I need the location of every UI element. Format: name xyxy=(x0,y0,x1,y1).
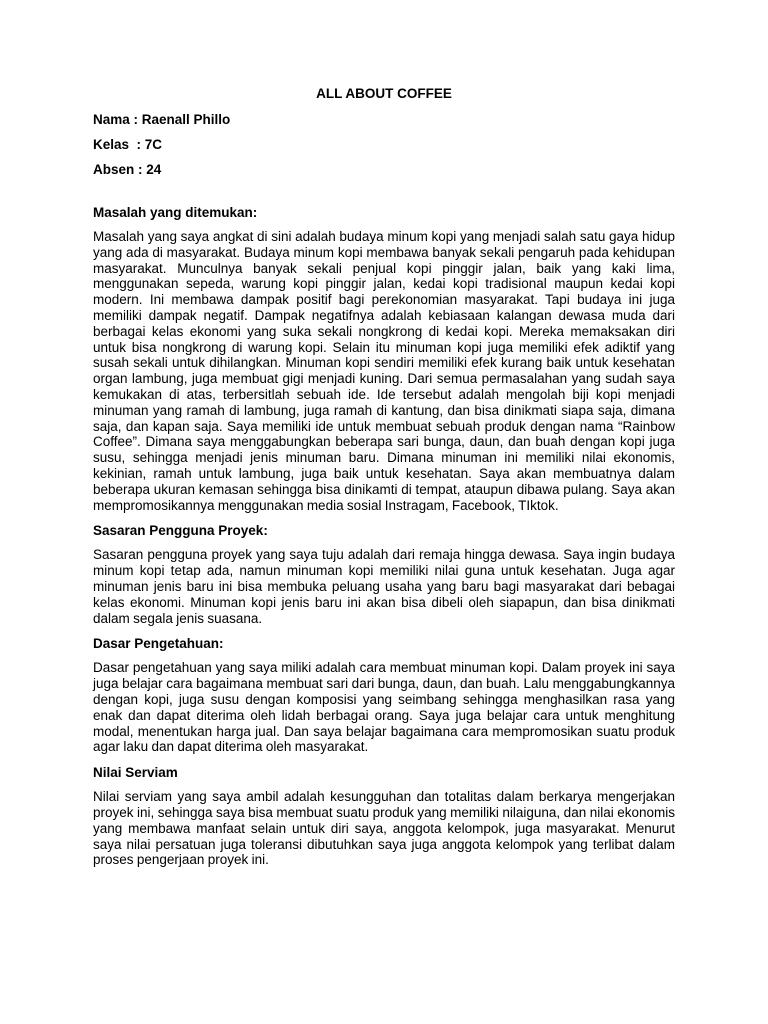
section-body-masalah: Masalah yang saya angkat di sini adalah budaya minum kopi yang menjadi salah satu gaya hidup yang ada di masyarakat. Budaya minum kopi membawa banyak sekali pengaruh pada kehidupan masyarakat. Munculnya banyak sekali penjual kopi pinggir jalan, baik yang kaki lima, menggunakan sepeda, warung kopi pinggir jalan, kedai kopi tradisional maupun kedai kopi modern. Ini membawa dampak positif bagi perekonomian masyarakat. Tapi budaya ini juga memiliki dampak negatif. Dampak negatifnya adalah kebiasaan kalangan dewasa muda dari berbagai kelas ekonomi yang suka sekali nongkrong di kedai kopi. Mereka memaksakan diri untuk bisa nongkrong di warung kopi. Selain itu minuman kopi juga memiliki efek adiktif yang susah sekali untuk dihilangkan. Minuman kopi sendiri memiliki efek kurang baik untuk kesehatan organ lambung, juga membuat gigi menjadi kuning. Dari semua permasalahan yang sudah saya kemukakan di atas, terbersitlah sebuah ide. Ide tersebut adalah mengolah biji kopi menjadi minuman yang ramah di lambung, juga ramah di kantung, dan bisa dinikmati siapa saja, dimana saja, dan kapan saja. Saya memiliki ide untuk membuat sebuah produk dengan nama “Rainbow Coffee”. Dimana saya menggabungkan beberapa sari bunga, daun, dan buah dengan kopi juga susu, sehingga menjadi jenis minuman baru. Dimana minuman ini memiliki nilai ekonomis, kekinian, ramah untuk lambung, juga baik untuk kesehatan. Saya akan membuatnya dalam beberapa ukuran kemasan sehingga bisa dinikamti di tempat, ataupun dibawa pulang. Saya akan mempromosikannya menggunakan media sosial Instragam, Facebook, TIktok. xyxy=(93,229,675,513)
section-heading-dasar: Dasar Pengetahuan: xyxy=(93,636,224,652)
document-page xyxy=(93,86,675,878)
section-heading-sasaran: Sasaran Pengguna Proyek: xyxy=(93,523,268,539)
student-absen: Absen : 24 xyxy=(93,162,162,177)
student-class: Kelas : 7C xyxy=(93,137,163,152)
section-body-serviam: Nilai serviam yang saya ambil adalah kesungguhan dan totalitas dalam berkarya mengerjakan proyek ini, sehingga saya bisa membuat suatu produk yang memiliki nilaiguna, dan nilai ekonomis yang membawa manfaat selain untuk diri saya, anggota kelompok, juga masyarakat. Menurut saya nilai persatuan juga toleransi dibutuhkan saya juga anggota kelompok yang terlibat dalam proses pengerjaan proyek ini. xyxy=(93,789,675,868)
section-heading-serviam: Nilai Serviam xyxy=(93,765,178,781)
section-heading-masalah: Masalah yang ditemukan: xyxy=(93,205,258,220)
student-name: Nama : Raenall Phillo xyxy=(93,112,231,127)
section-body-sasaran: Sasaran pengguna proyek yang saya tuju adalah dari remaja hingga dewasa. Saya ingin budaya minum kopi tetap ada, namun minuman kopi memiliki nilai guna untuk kesehatan. Juga agar minuman jenis baru ini bisa membuka peluang usaha yang baru bagi masyarakat dari bebagai kelas ekonomi. Minuman kopi jenis baru ini akan bisa dibeli oleh siapapun, dan bisa dinikmati dalam segala jenis suasana. xyxy=(93,547,675,626)
document-title: ALL ABOUT COFFEE xyxy=(316,86,452,101)
section-body-dasar: Dasar pengetahuan yang saya miliki adalah cara membuat minuman kopi. Dalam proyek ini saya juga belajar cara bagaimana membuat sari dari bunga, daun, dan buah. Lalu menggabungkannya dengan kopi, juga susu dengan komposisi yang seimbang sehingga menghasilkan rasa yang enak dan dapat diterima oleh lidah berbagai orang. Saya juga belajar cara untuk menghitung modal, menentukan harga jual. Dan saya belajar bagaimana cara mempromosikan suatu produk agar laku dan dapat diterima oleh masyarakat. xyxy=(93,660,675,755)
